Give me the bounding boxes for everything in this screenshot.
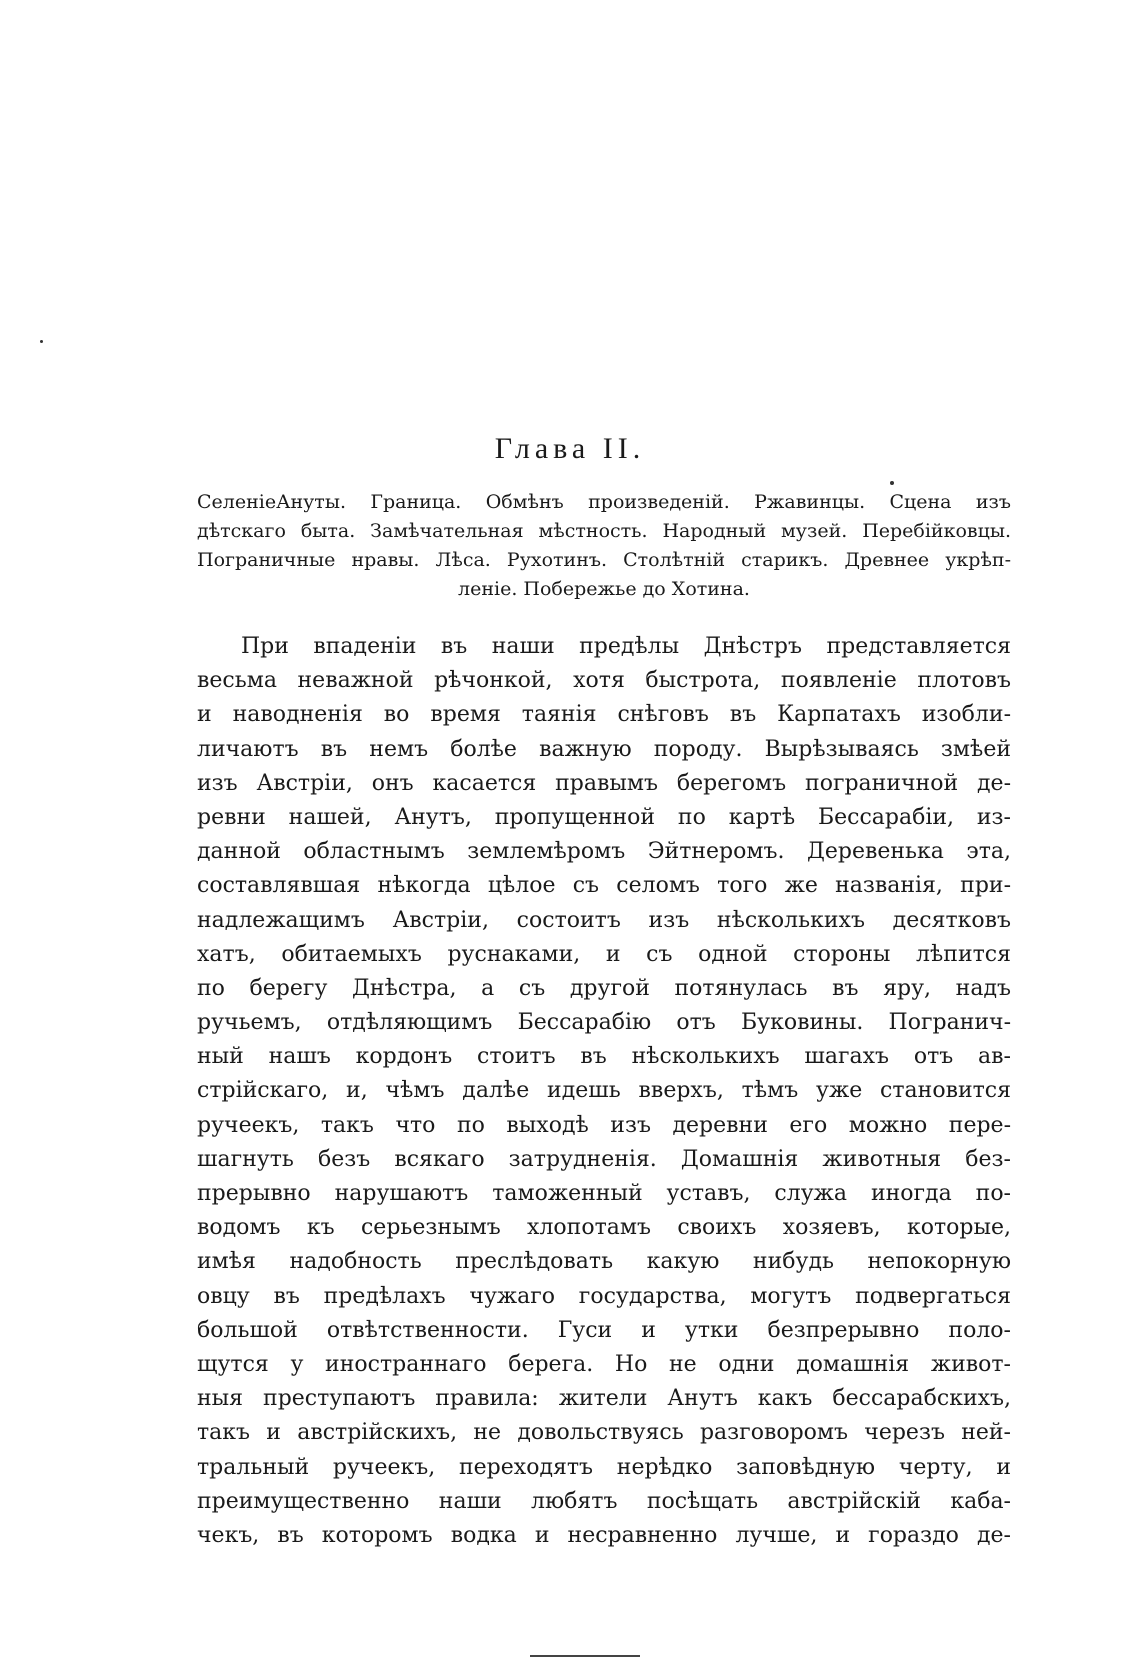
body-paragraph [197, 630, 1011, 1553]
print-speck [40, 340, 43, 343]
summary-line: леніе. Побережье до Хотина. [458, 578, 750, 600]
text-line: преимущественно наши любятъ посѣщать австрійскій каба- [197, 1488, 1011, 1514]
text-line: При впаденіи въ наши предѣлы Днѣстръ представляется [241, 634, 1011, 659]
text-line: изъ Австріи, онъ касается правымъ берегомъ пограничной де- [197, 770, 1011, 796]
text-line: надлежащимъ Австріи, состоитъ изъ нѣсколькихъ десятковъ [197, 907, 1011, 933]
text-line: составлявшая нѣкогда цѣлое съ селомъ того же названія, при- [197, 873, 1011, 899]
text-line: стрійскаго, и, чѣмъ далѣе идешь вверхъ, тѣмъ уже становится [197, 1078, 1011, 1104]
summary-line: дѣтскаго быта. Замѣчательная мѣстность. Народный музей. Перебійковцы. [197, 520, 1011, 542]
text-line: хатъ, обитаемыхъ руснаками, и съ одной стороны лѣпится [197, 941, 1011, 967]
chapter-title: Глава II. [494, 432, 646, 465]
summary-line: Пограничные нравы. Лѣса. Рухотинъ. Столѣтній старикъ. Древнее укрѣп- [197, 549, 1011, 571]
text-line: чекъ, въ которомъ водка и несравненно лучше, и гораздо де- [197, 1522, 1011, 1548]
print-speck [890, 481, 894, 485]
text-line: весьма неважной рѣчонкой, хотя быстрота, появленіе плотовъ [197, 668, 1011, 694]
page-bottom-rule [530, 1655, 640, 1657]
text-line: прерывно нарушаютъ таможенный уставъ, служа иногда по- [197, 1181, 1011, 1206]
text-line: личаютъ въ немъ болѣе важную породу. Вырѣзываясь змѣей [197, 736, 1011, 762]
summary-line: СеленіеАнуты. Граница. Обмѣнъ произведеній. Ржавинцы. Сцена изъ [197, 491, 1011, 513]
text-line: данной областнымъ землемѣромъ Эйтнеромъ. Деревенька эта, [197, 839, 1011, 865]
text-line: овцу въ предѣлахъ чужаго государства, могутъ подвергаться [197, 1283, 1011, 1309]
text-line: ревни нашей, Анутъ, пропущенной по картѣ Бессарабіи, из- [197, 804, 1011, 830]
text-line: большой отвѣтственности. Гуси и утки безпрерывно поло- [197, 1317, 1011, 1343]
text-line: водомъ къ серьезнымъ хлопотамъ своихъ хозяевъ, которые, [197, 1215, 1011, 1241]
chapter-summary [197, 488, 1011, 604]
text-line: ручеекъ, такъ что по выходѣ изъ деревни его можно пере- [197, 1112, 1011, 1138]
text-line: ный нашъ кордонъ стоитъ въ нѣсколькихъ шагахъ отъ ав- [197, 1044, 1011, 1070]
text-line: имѣя надобность преслѣдовать какую нибудь непокорную [197, 1249, 1011, 1275]
text-line: щутся у иностраннаго берега. Но не одни домашнія живот- [197, 1351, 1011, 1377]
text-line: ручьемъ, отдѣляющимъ Бессарабію отъ Буковины. Погранич- [197, 1010, 1011, 1036]
text-line: и наводненія во время таянія снѣговъ въ Карпатахъ изобли- [197, 702, 1011, 728]
text-line: такъ и австрійскихъ, не довольствуясь разговоромъ черезъ ней- [197, 1420, 1011, 1446]
text-line: по берегу Днѣстра, а съ другой потянулась въ яру, надъ [197, 975, 1011, 1001]
text-line: ныя преступаютъ правила: жители Анутъ какъ бессарабскихъ, [197, 1386, 1011, 1412]
text-line: тральный ручеекъ, переходятъ нерѣдко заповѣдную черту, и [197, 1454, 1011, 1480]
text-line: шагнуть безъ всякаго затрудненія. Домашнія животныя без- [197, 1146, 1011, 1172]
